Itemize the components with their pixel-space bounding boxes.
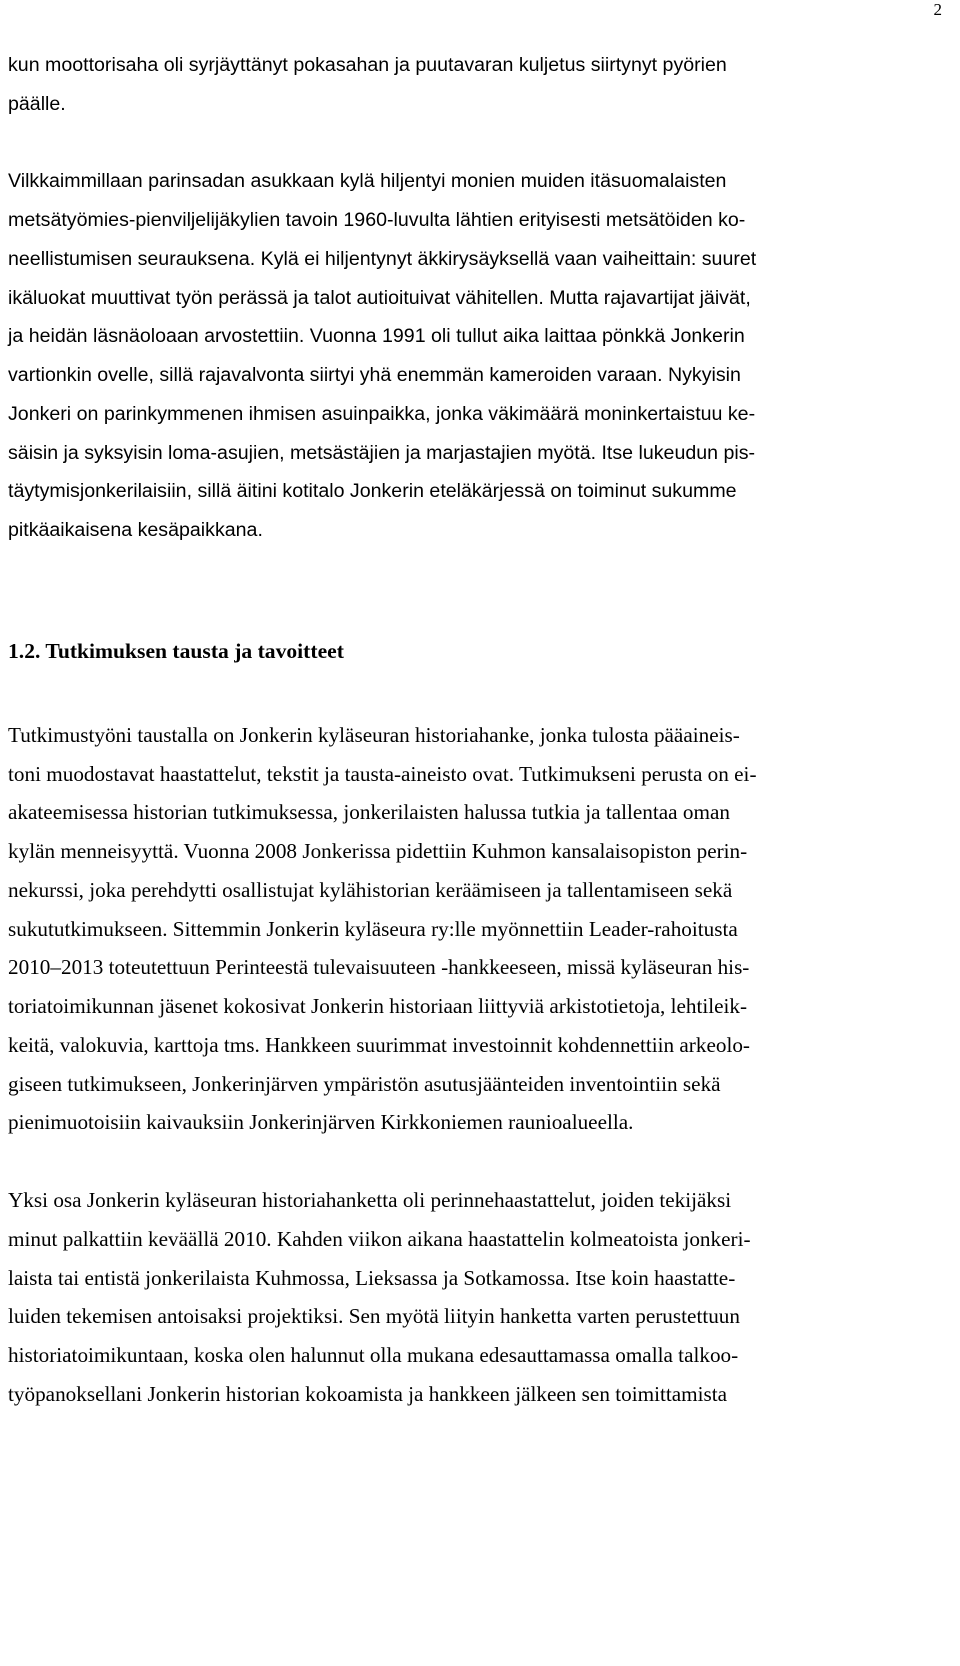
text-line: ikäluokat muuttivat työn perässä ja talot autioituivat vähitellen. Mutta rajavartijat jäivät, xyxy=(8,286,751,309)
text-line: täytymisjonkerilaisiin, sillä äitini kotitalo Jonkerin eteläkärjessä on toiminut sukumme xyxy=(8,480,737,503)
text-line: työpanoksellani Jonkerin historian kokoamista ja hankkeen jälkeen sen toimittamista xyxy=(8,1381,728,1406)
text-line: pitkäaikaisena kesäpaikkana. xyxy=(8,519,263,541)
text-line: päälle. xyxy=(8,92,66,115)
text-line: säisin ja syksyisin loma-asujien, metsästäjien ja marjastajien myötä. Itse lukeudun pis- xyxy=(8,441,756,464)
interview-paragraph xyxy=(8,1181,913,1414)
text-line: toni muodostavat haastattelut, tekstit ja tausta-aineisto ovat. Tutkimukseni perusta on ei- xyxy=(8,761,757,786)
text-line: Jonkeri on parinkymmenen ihmisen asuinpaikka, jonka väkimäärä moninkertaistuu ke- xyxy=(8,402,756,425)
background-paragraph xyxy=(8,716,913,1142)
document-body xyxy=(8,46,913,1414)
heading-gap xyxy=(8,670,913,716)
text-line: minut palkattiin keväällä 2010. Kahden viikon aikana haastattelin kolmeatoista jonkeri- xyxy=(8,1226,751,1251)
text-line: keitä, valokuvia, karttoja tms. Hankkeen suurimmat investoinnit kohdennettiin arkeolo- xyxy=(8,1032,750,1057)
text-line: neellistumisen seurauksena. Kylä ei hiljentynyt äkkirysäyksellä vaan vaiheittain: suuret xyxy=(8,247,757,270)
text-line: Yksi osa Jonkerin kyläseuran historiahanketta oli perinnehaastattelut, joiden tekijäksi xyxy=(8,1188,732,1212)
text-line: metsätyömies-pienviljelijäkylien tavoin 1960-luvulta lähtien erityisesti metsätöiden ko- xyxy=(8,209,746,231)
text-line: ja heidän läsnäoloaan arvostettiin. Vuonna 1991 oli tullut aika laittaa pönkkä Jonkerin xyxy=(8,325,745,348)
page-number: 2 xyxy=(933,0,942,19)
village-paragraph xyxy=(8,162,913,550)
text-line: kylän menneisyyttä. Vuonna 2008 Jonkerissa pidettiin Kuhmon kansalaisopiston perin- xyxy=(8,839,748,863)
section-heading: 1.2. Tutkimuksen tausta ja tavoitteet xyxy=(8,638,344,663)
text-line: historiatoimikuntaan, koska olen halunnut olla mukana edesauttamassa omalla talkoo- xyxy=(8,1343,739,1367)
text-line: kun moottorisaha oli syrjäyttänyt pokasahan ja puutavaran kuljetus siirtynyt pyörien xyxy=(8,54,727,76)
text-line: sukututkimukseen. Sittemmin Jonkerin kyläseura ry:lle myönnettiin Leader-rahoitusta xyxy=(8,916,738,941)
text-line: luiden tekemisen antoisaksi projektiksi. Sen myötä liityin hanketta varten perustettuun xyxy=(8,1304,740,1329)
text-line: Vilkkaimmillaan parinsadan asukkaan kylä hiljentyi monien muiden itäsuomalaisten xyxy=(8,170,727,193)
paragraph-gap xyxy=(8,1142,913,1181)
text-line: giseen tutkimukseen, Jonkerinjärven ympäristön asutusjäänteiden inventointiin sekä xyxy=(8,1071,721,1096)
text-line: Tutkimustyöni taustalla on Jonkerin kyläseuran historiahanke, jonka tulosta pääaineis- xyxy=(8,722,740,747)
text-line: pienimuotoisiin kaivauksiin Jonkerinjärven Kirkkoniemen raunioalueella. xyxy=(8,1110,634,1135)
text-line: 2010–2013 toteutettuun Perinteestä tulevaisuuteen -hankkeeseen, missä kyläseuran his- xyxy=(8,955,750,980)
text-line: akateemisessa historian tutkimuksessa, jonkerilaisten halussa tutkia ja tallentaa oman xyxy=(8,800,730,825)
text-line: laista tai entistä jonkerilaista Kuhmossa, Lieksassa ja Sotkamossa. Itse koin haastatte- xyxy=(8,1265,736,1290)
text-line: vartionkin ovelle, sillä rajavalvonta siirtyi yhä enemmän kameroiden varaan. Nykyisin xyxy=(8,364,741,386)
intro-fragment xyxy=(8,46,913,124)
text-line: nekurssi, joka perehdytti osallistujat kylähistorian keräämiseen ja tallentamiseen sekä xyxy=(8,877,733,902)
section-gap xyxy=(8,550,913,632)
text-line: toriatoimikunnan jäsenet kokosivat Jonkerin historiaan liittyviä arkistotietoja, lehtileik- xyxy=(8,994,748,1018)
paragraph-gap xyxy=(8,124,913,163)
